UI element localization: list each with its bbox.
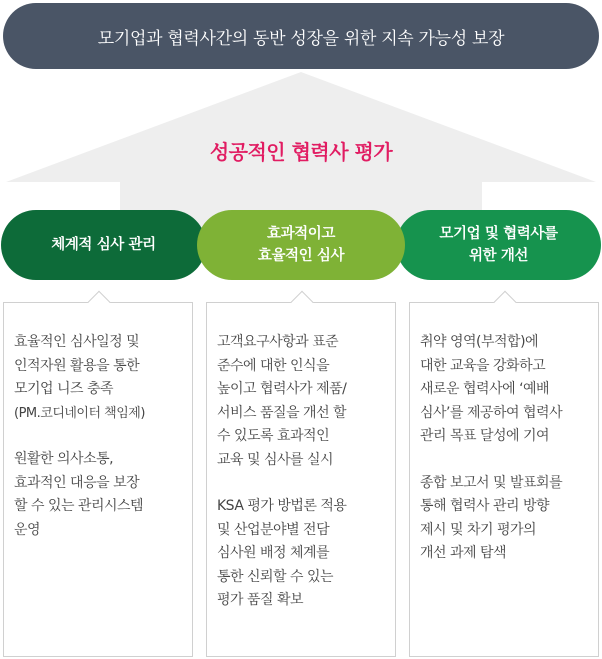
pillar-2-title-line: 효과적이고 xyxy=(266,226,336,242)
text-line: 모기업 니즈 충족 xyxy=(14,381,114,397)
pillar-2-header xyxy=(197,210,405,280)
text-line: 높이고 협력사가 제품/ xyxy=(217,381,347,397)
text-line: 고객요구사항과 표준 xyxy=(217,334,339,350)
text-line: 통해 협력사 관리 방향 xyxy=(420,498,550,514)
pillar-3-title-line: 모기업 및 협력사를 xyxy=(439,226,558,242)
text-line: 개선 과제 탐색 xyxy=(420,545,507,561)
text-line: 평가 품질 확보 xyxy=(217,592,304,608)
goal-banner xyxy=(3,3,599,69)
pillar-3-header xyxy=(396,210,601,280)
text-line: 준수에 대한 인식을 xyxy=(217,357,330,374)
pillar-1-card xyxy=(3,302,193,657)
text-line: (PM.코디네이터 책임제) xyxy=(14,405,145,421)
card-paragraph xyxy=(14,448,184,542)
card-paragraph xyxy=(420,472,590,566)
pillar-3-title-line: 위한 개선 xyxy=(468,248,529,264)
text-line: 새로운 협력사에 ‘예배 xyxy=(420,381,550,397)
card-paragraph xyxy=(217,331,387,472)
card-paragraph xyxy=(217,495,387,613)
text-line: 종합 보고서 및 발표회를 xyxy=(420,474,563,491)
pillar-3-card xyxy=(409,302,599,657)
text-line: 서비스 품질을 개선 할 xyxy=(217,404,347,421)
text-line: 관리 목표 달성에 기여 xyxy=(420,428,550,444)
card-paragraph xyxy=(420,331,590,449)
text-line: 인적자원 활용을 통한 xyxy=(14,357,140,374)
pillar-1-header xyxy=(1,210,206,280)
text-line: 심사원 배정 체계를 xyxy=(217,545,330,561)
pillar-2-card xyxy=(206,302,396,657)
text-line: KSA 평가 방법론 적용 xyxy=(217,498,347,514)
text-line: 할 수 있는 관리시스템 xyxy=(14,498,144,514)
text-line: 원활한 의사소통, xyxy=(14,451,114,467)
text-line: 심사’를 제공하여 협력사 xyxy=(420,404,563,421)
text-line: 취약 영역(부적합)에 xyxy=(420,334,539,350)
goal-banner-text: 모기업과 협력사간의 동반 성장을 위한 지속 가능성 보장 xyxy=(97,28,505,49)
text-line: 제시 및 차기 평가의 xyxy=(420,521,537,538)
text-line: 및 산업분야별 전담 xyxy=(217,521,330,538)
text-line: 효율적인 심사일정 및 xyxy=(14,334,140,350)
text-line: 교육 및 심사를 실시 xyxy=(217,451,334,468)
text-line: 통한 신뢰할 수 있는 xyxy=(217,568,334,585)
card-paragraph xyxy=(14,331,184,425)
pillar-1-title-line: 체계적 심사 관리 xyxy=(51,237,156,253)
text-line: 대한 교육을 강화하고 xyxy=(420,357,546,374)
text-line: 운영 xyxy=(14,521,41,538)
text-line: 수 있도록 효과적인 xyxy=(217,428,330,444)
center-title: 성공적인 협력사 평가 xyxy=(209,140,393,164)
text-line: 효과적인 대응을 보장 xyxy=(14,474,140,491)
pillar-2-title-line: 효율적인 심사 xyxy=(257,248,345,264)
